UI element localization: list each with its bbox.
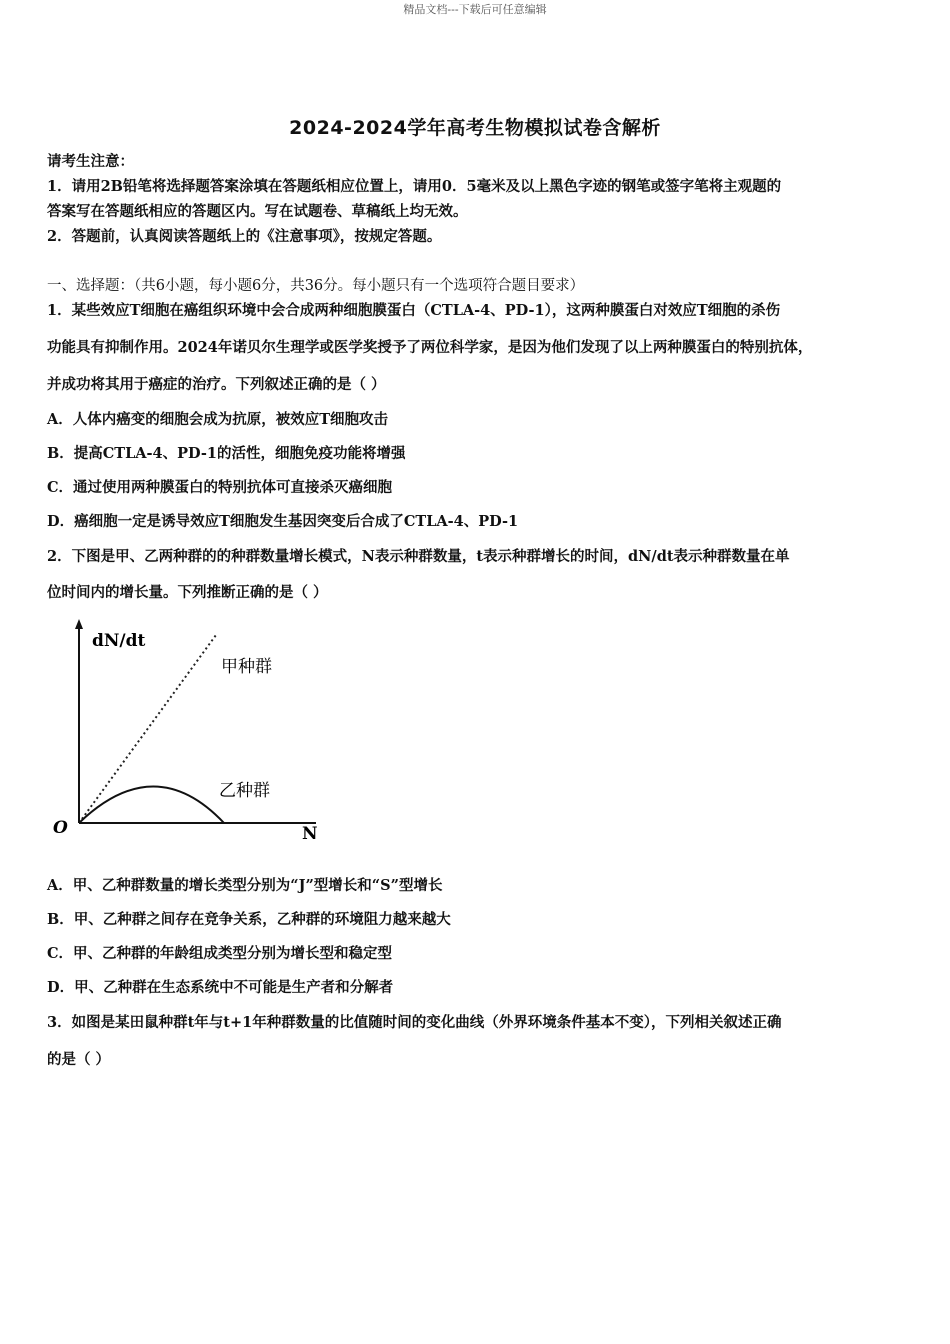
series-b-label: 乙种群 [219, 781, 270, 801]
q1-stem-line-1: 1．某些效应T细胞在癌组织环境中会合成两种细胞膜蛋白（CTLA-4、PD-1），这两种膜蛋白对效应T细胞的杀伤 [47, 302, 781, 319]
notice-item-2: 2．答题前，认真阅读答题纸上的《注意事项》，按规定答题。 [47, 228, 442, 245]
q1-stem-line-2: 功能具有抑制作用。2024年诺贝尔生理学或医学奖授予了两位科学家，是因为他们发现了以上两种膜蛋白的特别抗体， [47, 339, 813, 356]
q2-stem-line-2: 位时间内的增长量。下列推断正确的是（ ） [47, 584, 328, 601]
header-note: 精品文档---下载后可任意编辑 [403, 3, 547, 16]
q2-option-c: C．甲、乙种群的年龄组成类型分别为增长型和稳定型 [47, 945, 393, 962]
q3-stem-line-1: 3．如图是某田鼠种群t年与t+1年种群数量的比值随时间的变化曲线（外界环境条件基本不变），下列相关叙述正确 [47, 1014, 782, 1031]
q1-option-b: B．提高CTLA-4、PD-1的活性，细胞免疫功能将增强 [47, 445, 406, 462]
section-heading: 一、选择题：（共6小题，每小题6分，共36分。每小题只有一个选项符合题目要求） [47, 278, 585, 294]
q3-stem-line-2: 的是（ ） [47, 1051, 111, 1068]
q1-stem-line-3: 并成功将其用于癌症的治疗。下列叙述正确的是（ ） [47, 376, 386, 393]
notice-item-1-line-2: 答案写在答题纸相应的答题区内。写在试题卷、草稿纸上均无效。 [47, 203, 468, 220]
notice-item-1-line-1: 1．请用2B铅笔将选择题答案涂填在答题纸相应位置上，请用0．5毫米及以上黑色字迹的钢笔或签字笔将主观题的 [47, 178, 782, 195]
q2-option-b: B．甲、乙种群之间存在竞争关系，乙种群的环境阻力越来越大 [47, 911, 451, 928]
y-axis-arrow [75, 619, 83, 629]
origin-label: O [53, 818, 68, 838]
series-a-line [79, 635, 216, 823]
q2-stem-line-1: 2．下图是甲、乙两种群的的种群数量增长模式，N表示种群数量，t表示种群增长的时间，dN/dt表示种群数量在单 [47, 548, 790, 565]
series-a-label: 甲种群 [221, 657, 272, 677]
q2-option-a: A．甲、乙种群数量的增长类型分别为“J”型增长和“S”型增长 [47, 877, 443, 894]
x-axis-label: N [302, 824, 318, 844]
notice-heading: 请考生注意： [47, 153, 134, 170]
page-title: 2024-2024学年高考生物模拟试卷含解析 [289, 117, 661, 139]
q1-option-a: A．人体内癌变的细胞会成为抗原，被效应T细胞攻击 [47, 411, 389, 428]
q1-option-c: C．通过使用两种膜蛋白的特别抗体可直接杀灭癌细胞 [47, 479, 393, 496]
population-growth-graph [48, 615, 338, 850]
q2-option-d: D．甲、乙种群在生态系统中不可能是生产者和分解者 [47, 979, 394, 996]
q1-option-d: D．癌细胞一定是诱导效应T细胞发生基因突变后合成了CTLA-4、PD-1 [47, 513, 519, 530]
y-axis-label: dN/dt [92, 631, 146, 651]
series-b-curve [79, 787, 224, 824]
